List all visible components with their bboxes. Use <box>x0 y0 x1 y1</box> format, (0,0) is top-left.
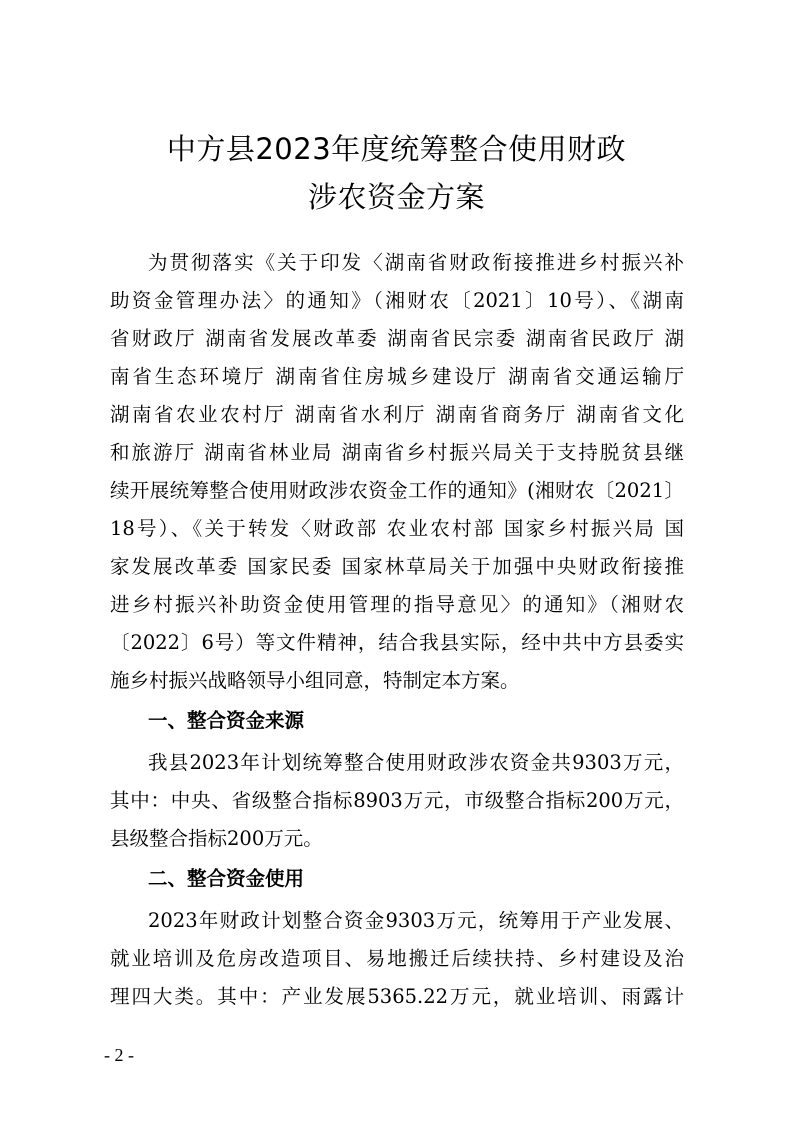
paragraph-line: 南省生态环境厅 湖南省住房城乡建设厅 湖南省交通运输厅 <box>110 365 684 388</box>
page-number: - 2 - <box>104 1045 134 1065</box>
section-heading-funding-source: 一、整合资金来源 <box>148 709 305 732</box>
paragraph-line: 助资金管理办法〉的通知》（湘财农〔2021〕10号）、《湖南 <box>110 289 684 312</box>
paragraph-line: 进乡村振兴补助资金使用管理的指导意见〉的通知》（湘财农 <box>110 593 684 616</box>
paragraph-line: 和旅游厅 湖南省林业局 湖南省乡村振兴局关于支持脱贫县继 <box>110 441 684 464</box>
section-heading-funding-use: 二、整合资金使用 <box>148 867 305 890</box>
paragraph-line: 省财政厅 湖南省发展改革委 湖南省民宗委 湖南省民政厅 湖 <box>110 327 684 350</box>
paragraph-line: 为贯彻落实《关于印发〈湖南省财政衔接推进乡村振兴补 <box>148 251 684 274</box>
paragraph-line: 县级整合指标200万元。 <box>110 827 323 850</box>
paragraph-line: 理四大类。其中：产业发展5365.22万元，就业培训、雨露计 <box>110 985 684 1008</box>
document-title-line-1: 中方县2023年度统筹整合使用财政 <box>166 132 627 166</box>
paragraph-line: 就业培训及危房改造项目、易地搬迁后续扶持、乡村建设及治 <box>110 947 684 970</box>
paragraph-line: 我县2023年计划统筹整合使用财政涉农资金共9303万元， <box>148 751 684 774</box>
paragraph-line: 18号）、《关于转发〈财政部 农业农村部 国家乡村振兴局 国 <box>110 517 684 540</box>
paragraph-line: 2023年财政计划整合资金9303万元，统筹用于产业发展、 <box>148 909 684 932</box>
document-title-line-2: 涉农资金方案 <box>307 180 485 214</box>
paragraph-line: 施乡村振兴战略领导小组同意，特制定本方案。 <box>110 669 520 692</box>
paragraph-line: 湖南省农业农村厅 湖南省水利厅 湖南省商务厅 湖南省文化 <box>110 403 684 426</box>
paragraph-line: 其中：中央、省级整合指标8903万元，市级整合指标200万元， <box>110 789 684 812</box>
paragraph-line: 家发展改革委 国家民委 国家林草局关于加强中央财政衔接推 <box>110 555 684 578</box>
paragraph-line: 〔2022〕6号）等文件精神，结合我县实际，经中共中方县委实 <box>110 631 684 654</box>
paragraph-line: 续开展统筹整合使用财政涉农资金工作的通知》(湘财农〔2021〕 <box>110 479 684 502</box>
